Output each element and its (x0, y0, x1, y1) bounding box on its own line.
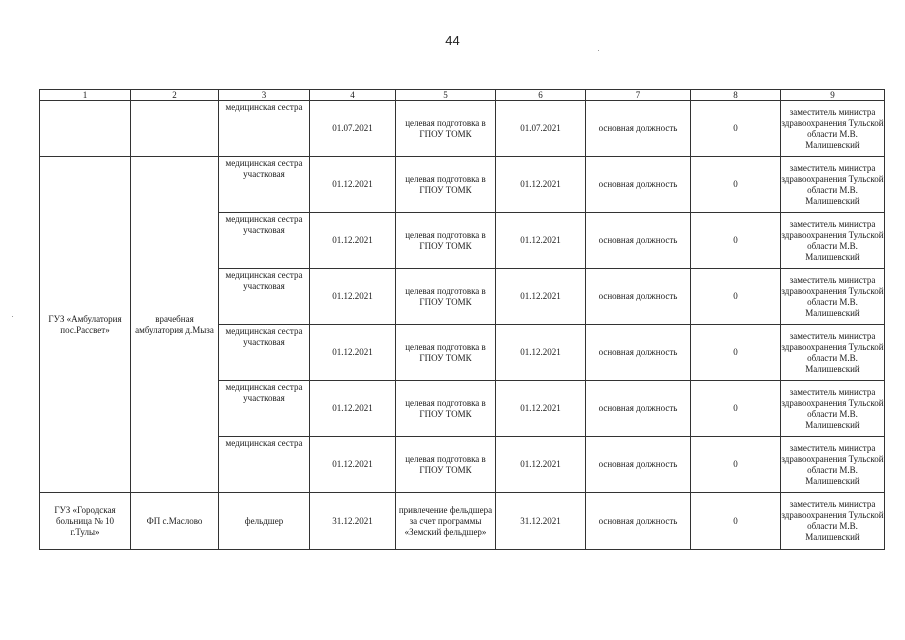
start-date-cell: 01.12.2021 (310, 437, 396, 493)
start-date-cell: 01.12.2021 (310, 269, 396, 325)
responsible-cell: заместитель министра здравоохранения Тульской области М.В. Малишевский (781, 269, 885, 325)
staffing-table (39, 89, 885, 550)
end-date-cell: 01.12.2021 (496, 269, 586, 325)
column-header: 6 (496, 90, 586, 101)
end-date-cell: 01.07.2021 (496, 101, 586, 157)
end-date-cell: 01.12.2021 (496, 437, 586, 493)
count-cell: 0 (691, 213, 781, 269)
start-date-cell: 31.12.2021 (310, 493, 396, 550)
responsible-cell: заместитель министра здравоохранения Тульской области М.В. Малишевский (781, 325, 885, 381)
end-date-cell: 01.12.2021 (496, 213, 586, 269)
position-cell: медицинская сестра участковая (219, 213, 310, 269)
column-header: 4 (310, 90, 396, 101)
responsible-cell: заместитель министра здравоохранения Тульской области М.В. Малишевский (781, 493, 885, 550)
start-date-cell: 01.07.2021 (310, 101, 396, 157)
responsible-cell: заместитель министра здравоохранения Тульской области М.В. Малишевский (781, 213, 885, 269)
end-date-cell: 01.12.2021 (496, 157, 586, 213)
method-cell: целевая подготовка в ГПОУ ТОМК (396, 437, 496, 493)
position-cell: фельдшер (219, 493, 310, 550)
method-cell: целевая подготовка в ГПОУ ТОМК (396, 325, 496, 381)
page-number: 44 (445, 33, 460, 48)
responsible-cell: заместитель министра здравоохранения Тульской области М.В. Малишевский (781, 101, 885, 157)
responsible-cell: заместитель министра здравоохранения Тульской области М.В. Малишевский (781, 381, 885, 437)
position-type-cell: основная должность (586, 101, 691, 157)
start-date-cell: 01.12.2021 (310, 381, 396, 437)
method-cell: целевая подготовка в ГПОУ ТОМК (396, 101, 496, 157)
scan-speck (598, 50, 599, 51)
column-header: 2 (131, 90, 219, 101)
start-date-cell: 01.12.2021 (310, 157, 396, 213)
unit-cell: врачебная амбулатория д.Мыза (131, 157, 219, 493)
position-type-cell: основная должность (586, 437, 691, 493)
end-date-cell: 01.12.2021 (496, 381, 586, 437)
count-cell: 0 (691, 157, 781, 213)
count-cell: 0 (691, 325, 781, 381)
position-cell: медицинская сестра участковая (219, 325, 310, 381)
start-date-cell: 01.12.2021 (310, 325, 396, 381)
position-cell: медицинская сестра (219, 437, 310, 493)
position-type-cell: основная должность (586, 381, 691, 437)
position-type-cell: основная должность (586, 269, 691, 325)
column-header: 9 (781, 90, 885, 101)
count-cell: 0 (691, 381, 781, 437)
column-header: 7 (586, 90, 691, 101)
end-date-cell: 31.12.2021 (496, 493, 586, 550)
scan-speck (12, 316, 13, 317)
count-cell: 0 (691, 493, 781, 550)
column-header: 1 (40, 90, 131, 101)
end-date-cell: 01.12.2021 (496, 325, 586, 381)
count-cell: 0 (691, 101, 781, 157)
count-cell: 0 (691, 437, 781, 493)
position-type-cell: основная должность (586, 157, 691, 213)
column-header: 8 (691, 90, 781, 101)
table-row (40, 157, 885, 213)
position-cell: медицинская сестра участковая (219, 381, 310, 437)
column-header: 3 (219, 90, 310, 101)
position-cell: медицинская сестра (219, 101, 310, 157)
position-type-cell: основная должность (586, 493, 691, 550)
position-cell: медицинская сестра участковая (219, 269, 310, 325)
method-cell: целевая подготовка в ГПОУ ТОМК (396, 381, 496, 437)
organization-cell: ГУЗ «Амбулатория пос.Рассвет» (40, 157, 131, 493)
column-header: 5 (396, 90, 496, 101)
organization-cell (40, 101, 131, 157)
method-cell: целевая подготовка в ГПОУ ТОМК (396, 213, 496, 269)
method-cell: привлечение фельдшера за счет программы «Земский фельдшер» (396, 493, 496, 550)
responsible-cell: заместитель министра здравоохранения Тульской области М.В. Малишевский (781, 157, 885, 213)
column-number-row (40, 90, 885, 101)
method-cell: целевая подготовка в ГПОУ ТОМК (396, 269, 496, 325)
unit-cell: ФП с.Маслово (131, 493, 219, 550)
start-date-cell: 01.12.2021 (310, 213, 396, 269)
table-row (40, 101, 885, 157)
responsible-cell: заместитель министра здравоохранения Тульской области М.В. Малишевский (781, 437, 885, 493)
count-cell: 0 (691, 269, 781, 325)
position-cell: медицинская сестра участковая (219, 157, 310, 213)
method-cell: целевая подготовка в ГПОУ ТОМК (396, 157, 496, 213)
position-type-cell: основная должность (586, 213, 691, 269)
position-type-cell: основная должность (586, 325, 691, 381)
unit-cell (131, 101, 219, 157)
table-row (40, 493, 885, 550)
organization-cell: ГУЗ «Городская больница № 10 г.Тулы» (40, 493, 131, 550)
